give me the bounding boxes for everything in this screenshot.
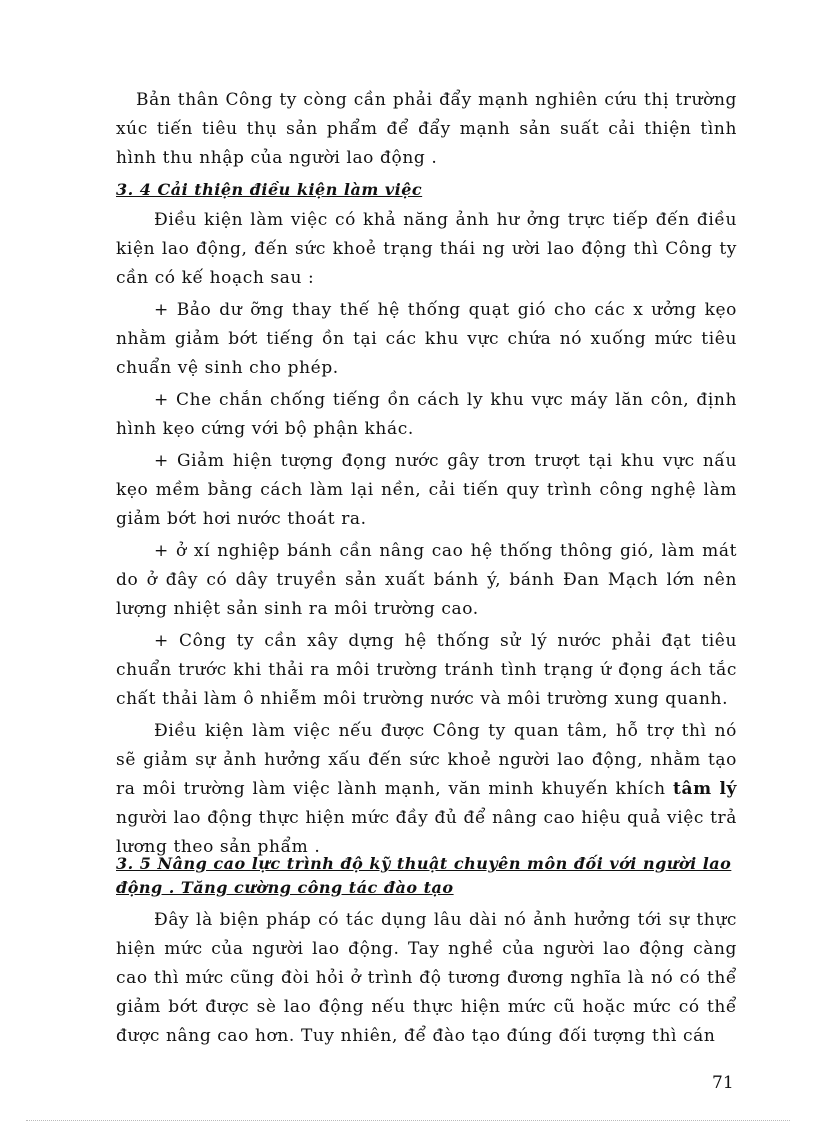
intro-paragraph: Bản thân Công ty còng cần phải đẩy mạnh nghiên cứu thị trường xúc tiến tiêu thụ sản phẩm để đẩy mạnh sản suất cải thiện tình hình thu nhập của người lao động . xyxy=(116,90,737,168)
section-3-4-paragraph: + Che chắn chống tiếng ồn cách ly khu vực máy lăn côn, định hình kẹo cứng với bộ phận khác. xyxy=(116,390,737,439)
section-3-4-body xyxy=(116,206,737,862)
section-3-4-heading: 3. 4 Cải thiện điều kiện làm việc xyxy=(116,180,423,199)
section-3-5-paragraph: Đây là biện pháp có tác dụng lâu dài nó ảnh hưởng tới sự thực hiện mức của người lao động. Tay nghề của người lao động càng cao thì mức cũng đòi hỏi ở trình độ tương đương nghĩa là nó có thể giảm bớt được sè lao động nếu thực hiện mức cũ hoặc mức có thể được nâng cao hơn. Tuy nhiên, để đào tạo đúng đối tượng thì cán xyxy=(116,910,737,1046)
section-3-4-paragraph: + ở xí nghiệp bánh cần nâng cao hệ thống thông gió, làm mát do ở đây có dây truyền sản xuất bánh ý, bánh Đan Mạch lớn nên lượng nhiệt sản sinh ra môi trường cao. xyxy=(116,541,737,619)
section-3-4-closing-paragraph xyxy=(116,717,737,862)
section-3-4-paragraph: Điều kiện làm việc có khả năng ảnh hư ởng trực tiếp đến điều kiện lao động, đến sức khoẻ trạng thái ng ười lao động thì Công ty cần có kế hoạch sau : xyxy=(116,210,737,288)
section-3-4-paragraph: + Bảo dư ỡng thay thế hệ thống quạt gió cho các x ưởng kẹo nhằm giảm bớt tiếng ồn tại các khu vực chứa nó xuống mức tiêu chuẩn vệ sinh cho phép. xyxy=(116,300,737,378)
section-3-4-paragraph: + Công ty cần xây dựng hệ thống sử lý nước phải đạt tiêu chuẩn trước khi thải ra môi trường tránh tình trạng ứ đọng ách tắc chất thải làm ô nhiễm môi trường nước và môi trường xung quanh. xyxy=(116,631,737,709)
intro-block xyxy=(116,86,737,173)
section-3-5-heading-line-2: động . Tăng cường công tác đào tạo xyxy=(116,878,454,897)
section-3-4-paragraph: + Giảm hiện tượng đọng nước gây trơn trượt tại khu vực nấu kẹo mềm bằng cách làm lại nền, cải tiến quy trình công nghệ làm giảm bớt hơi nước thoát ra. xyxy=(116,451,737,529)
page-number: 71 xyxy=(712,1073,734,1093)
page-bottom-border xyxy=(26,1120,790,1121)
closing-text-end: người lao động thực hiện mức đầy đủ để nâng cao hiệu quả việc trả lương theo sản phẩm . xyxy=(116,808,737,857)
closing-bold-term: tâm lý xyxy=(673,779,737,799)
section-3-5-body xyxy=(116,906,737,1051)
section-3-5-heading xyxy=(116,852,731,900)
section-3-5-heading-line-1: 3. 5 Nâng cao lực trình độ kỹ thuật chuyên môn đối với người lao xyxy=(116,854,732,873)
closing-text-start: Điều kiện làm việc nếu được Công ty quan tâm, hỗ trợ thì nó sẽ giảm sự ảnh hưởng xấu đến sức khoẻ người lao động, nhằm tạo ra môi trường làm việc lành mạnh, văn minh khuyến khích xyxy=(116,721,737,799)
